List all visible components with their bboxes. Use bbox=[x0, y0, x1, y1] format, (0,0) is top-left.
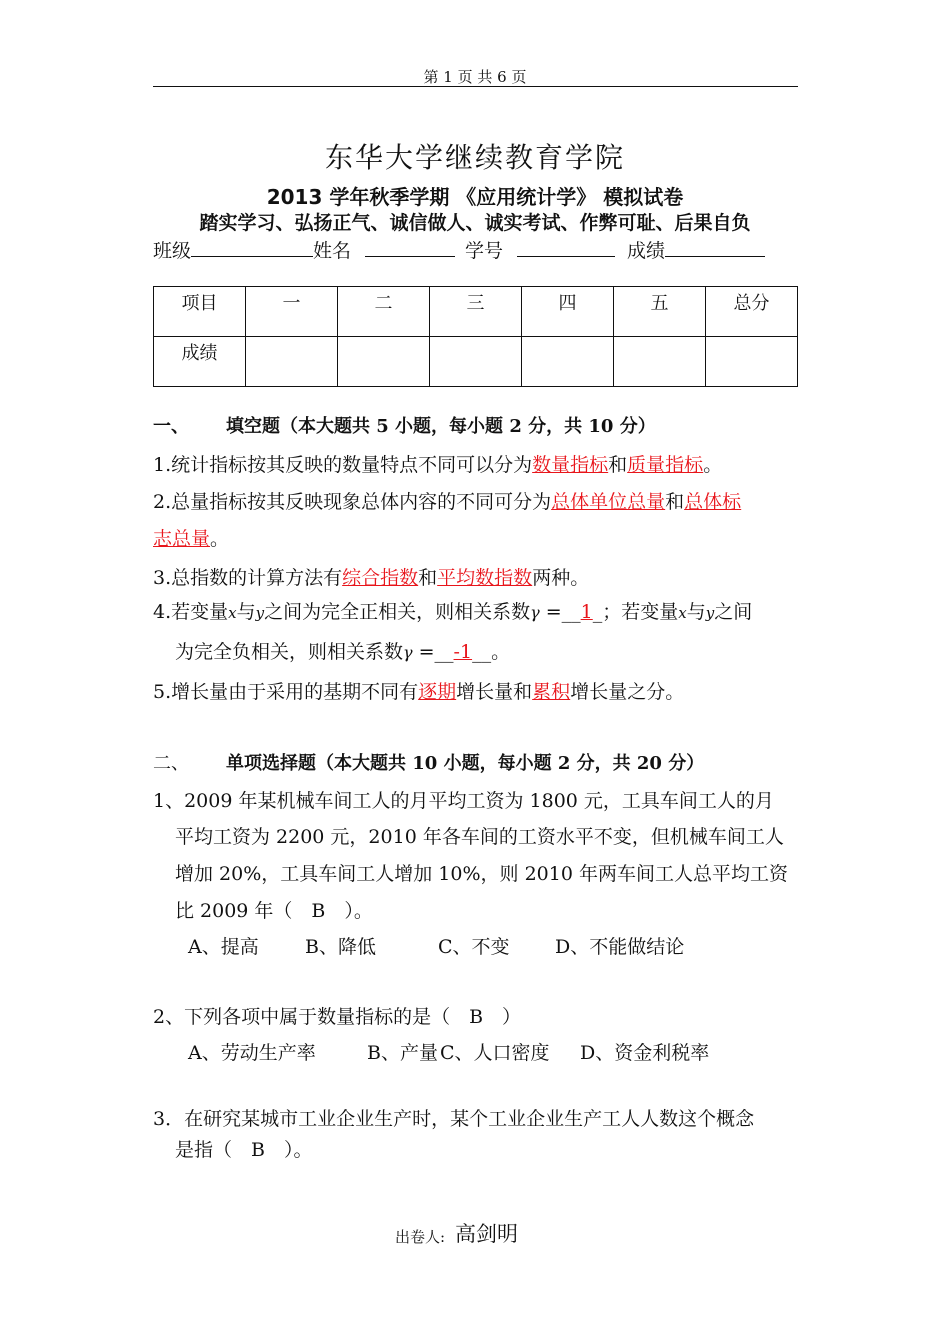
name-blank bbox=[365, 238, 455, 257]
name-label: 姓名 bbox=[313, 240, 352, 262]
variable-y: y bbox=[255, 604, 265, 622]
score-label: 成绩 bbox=[627, 240, 666, 262]
score-cell bbox=[430, 337, 522, 387]
choice-question-2: 2、下列各项中属于数量指标的是（ B ） bbox=[153, 1006, 522, 1028]
answer-text: -1 bbox=[453, 641, 473, 663]
question-text: 增长量和 bbox=[456, 681, 533, 703]
id-label: 学号 bbox=[465, 240, 504, 262]
table-row-label: 成绩 bbox=[154, 337, 246, 387]
variable-x: x bbox=[678, 604, 687, 622]
answer-text: 志总量 bbox=[153, 528, 211, 550]
question-text: 两种。 bbox=[532, 567, 590, 589]
variable-x: x bbox=[228, 604, 237, 622]
table-header-cell: 四 bbox=[522, 287, 614, 337]
section1-number: 一、 bbox=[153, 416, 189, 437]
choice-question-1-line: 比 2009 年（ B ）。 bbox=[175, 900, 373, 922]
honor-motto: 踏实学习、弘扬正气、诚信做人、诚实考试、作弊可耻、后果自负 bbox=[199, 212, 751, 234]
question-text: 3.总指数的计算方法有 bbox=[153, 567, 343, 589]
choice-option: A、劳动生产率 bbox=[188, 1042, 316, 1064]
question-text: 和 bbox=[665, 491, 685, 513]
answer-text: 总体标 bbox=[684, 491, 742, 513]
fill-question-1 bbox=[153, 450, 722, 477]
question-text: 增长量之分。 bbox=[570, 681, 685, 703]
section2-number: 二、 bbox=[153, 753, 189, 774]
question-text: 之间 bbox=[714, 601, 753, 623]
table-header-cell: 三 bbox=[430, 287, 522, 337]
choice-option: A、提高 bbox=[188, 936, 259, 958]
score-cell bbox=[614, 337, 706, 387]
answer-text: 数量指标 bbox=[532, 454, 609, 476]
fill-question-4-cont bbox=[175, 637, 510, 664]
class-blank bbox=[191, 238, 313, 257]
question-text: 5.增长量由于采用的基期不同有 bbox=[153, 681, 419, 703]
question-text: 之间为完全正相关，则相关系数 bbox=[264, 601, 531, 623]
gamma-symbol: γ bbox=[530, 603, 540, 622]
fill-question-4 bbox=[153, 597, 752, 624]
section1-heading: 填空题（本大题共 5 小题，每小题 2 分，共 10 分） bbox=[226, 416, 656, 437]
choice-option: B、产量 bbox=[367, 1042, 438, 1064]
fill-question-2 bbox=[153, 487, 741, 514]
question-text: = bbox=[412, 641, 435, 663]
question-text: 为完全负相关，则相关系数 bbox=[175, 641, 404, 663]
blank-line: __ bbox=[561, 601, 581, 623]
footer-author-label: 出卷人: bbox=[395, 1228, 446, 1246]
id-blank bbox=[517, 238, 615, 257]
answer-text: 质量指标 bbox=[627, 454, 704, 476]
table-header-cell: 总分 bbox=[706, 287, 798, 337]
answer-text: 1 bbox=[580, 601, 593, 623]
question-text: 。 bbox=[491, 641, 511, 663]
choice-option: D、资金利税率 bbox=[580, 1042, 710, 1064]
score-cell bbox=[706, 337, 798, 387]
section2-heading: 单项选择题（本大题共 10 小题，每小题 2 分，共 20 分） bbox=[226, 753, 705, 774]
score-table-score-row bbox=[154, 337, 798, 387]
fill-question-5 bbox=[153, 677, 684, 704]
choice-question-3-line: 是指（ B ）。 bbox=[175, 1139, 313, 1161]
header-rule bbox=[153, 86, 798, 87]
blank-line: __ bbox=[434, 641, 454, 663]
choice-option: C、人口密度 bbox=[440, 1042, 550, 1064]
fill-question-2-cont bbox=[153, 524, 229, 551]
choice-question-3-line: 3．在研究某城市工业企业生产时，某个工业企业生产工人人数这个概念 bbox=[153, 1108, 755, 1130]
blank-line: __ bbox=[472, 641, 492, 663]
gamma-symbol: γ bbox=[403, 643, 413, 662]
variable-y: y bbox=[705, 604, 715, 622]
choice-option: C、不变 bbox=[438, 936, 510, 958]
question-text: 4.若变量 bbox=[153, 601, 229, 623]
answer-text: 逐期 bbox=[418, 681, 457, 703]
question-text: _；若变量 bbox=[592, 601, 679, 623]
score-table-header-row bbox=[154, 287, 798, 337]
question-text: 和 bbox=[608, 454, 628, 476]
footer-author-name: 高剑明 bbox=[455, 1222, 518, 1246]
question-text: = bbox=[539, 601, 562, 623]
question-text: 与 bbox=[236, 601, 256, 623]
choice-option: B、降低 bbox=[305, 936, 376, 958]
choice-question-1-line: 平均工资为 2200 元，2010 年各车间的工资水平不变，但机械车间工人 bbox=[175, 826, 784, 848]
answer-text: 累积 bbox=[532, 681, 571, 703]
answer-text: 综合指数 bbox=[342, 567, 419, 589]
choice-option: D、不能做结论 bbox=[555, 936, 685, 958]
student-info-line bbox=[153, 236, 765, 263]
question-text: 。 bbox=[210, 528, 230, 550]
question-text: 。 bbox=[703, 454, 723, 476]
answer-text: 平均数指数 bbox=[437, 567, 533, 589]
fill-question-3 bbox=[153, 563, 589, 590]
score-table bbox=[153, 286, 798, 387]
table-header-cell: 五 bbox=[614, 287, 706, 337]
score-cell bbox=[338, 337, 430, 387]
score-cell bbox=[522, 337, 614, 387]
table-header-cell: 项目 bbox=[154, 287, 246, 337]
page-title: 东华大学继续教育学院 bbox=[324, 141, 625, 174]
choice-question-1-line: 增加 20%，工具车间工人增加 10%，则 2010 年两车间工人总平均工资 bbox=[175, 863, 788, 885]
question-text: 2.总量指标按其反映现象总体内容的不同可分为 bbox=[153, 491, 552, 513]
class-label: 班级 bbox=[153, 240, 192, 262]
choice-question-1-line: 1、2009 年某机械车间工人的月平均工资为 1800 元，工具车间工人的月 bbox=[153, 790, 774, 812]
score-blank bbox=[665, 238, 765, 257]
table-header-cell: 二 bbox=[338, 287, 430, 337]
answer-text: 总体单位总量 bbox=[551, 491, 666, 513]
question-text: 和 bbox=[418, 567, 438, 589]
score-cell bbox=[246, 337, 338, 387]
page-header: 第 1 页 共 6 页 bbox=[423, 68, 527, 86]
exam-subtitle: 2013 学年秋季学期 《应用统计学》 模拟试卷 bbox=[266, 185, 684, 209]
question-text: 1.统计指标按其反映的数量特点不同可以分为 bbox=[153, 454, 533, 476]
question-text: 与 bbox=[686, 601, 706, 623]
table-header-cell: 一 bbox=[246, 287, 338, 337]
